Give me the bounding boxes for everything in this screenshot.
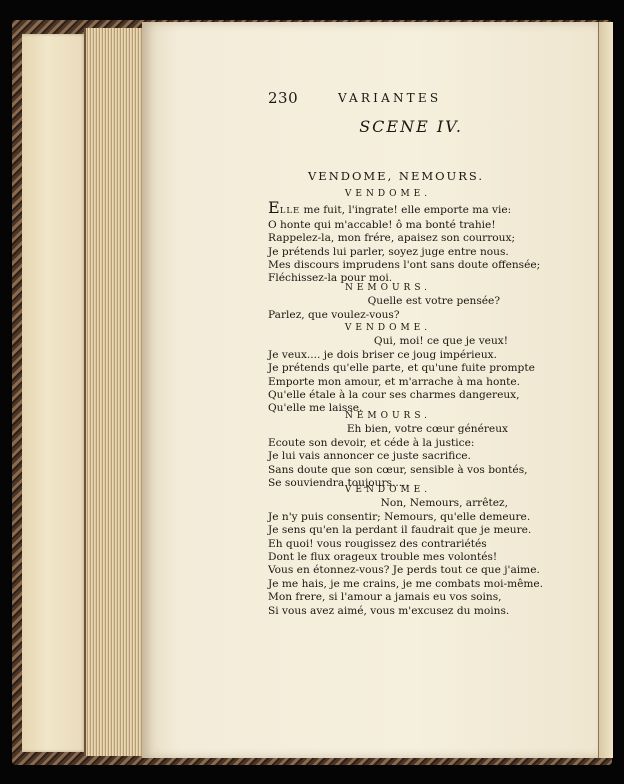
verse-line: Eh quoi! vous rougissez des contrariétés <box>268 537 487 550</box>
page-edges <box>84 28 146 756</box>
verse-line: Eh bien, votre cœur généreux <box>346 423 508 436</box>
book-page <box>142 22 598 758</box>
verse-line: Je me hais, je me crains, je me combats moi-même. <box>268 577 544 590</box>
verse-line: Sans doute que son cœur, sensible à vos bontés, <box>268 463 528 476</box>
speaker-label: VENDOME. <box>344 189 432 199</box>
verse-line: Je lui vais annoncer ce juste sacrifice. <box>268 450 471 463</box>
verse-line: Je n'y puis consentir; Nemours, qu'elle demeure. <box>268 510 531 523</box>
left-endpaper <box>22 34 86 752</box>
verse-line: Mon frere, si l'amour a jamais eu vos soins, <box>268 591 502 604</box>
drop-capital: E <box>268 198 280 218</box>
speech-4 <box>268 410 528 490</box>
scene-title: SCENE IV. <box>359 117 463 136</box>
running-head: VARIANTES <box>338 91 442 105</box>
verse-line: Non, Nemours, arrêtez, <box>380 497 508 510</box>
speech-1 <box>268 188 541 286</box>
verse-line: Qui, moi! ce que je veux! <box>373 335 508 348</box>
verse-line: Quelle est votre pensée? <box>367 295 500 308</box>
speech-2 <box>268 282 508 322</box>
verse-line: Vous en étonnez-vous? Je perds tout ce que j'aime. <box>268 564 540 577</box>
speech-3 <box>268 322 535 416</box>
verse-line: Emporte mon amour, et m'arrache à ma honte. <box>268 375 521 388</box>
next-page-edge <box>598 22 613 758</box>
verse-line-text: me fuit, l'ingrate! elle emporte ma vie: <box>300 204 512 217</box>
verse-line: Fléchissez-la pour moi. <box>268 272 393 285</box>
verse-line: Rappelez-la, mon frére, apaisez son courroux; <box>268 232 516 245</box>
speaker-label: VENDOME. <box>344 485 432 495</box>
verse-line: Je prétends lui parler, soyez juge entre nous. <box>268 245 509 258</box>
page-header <box>268 89 508 108</box>
verse-line <box>268 198 512 218</box>
verse-line: Je veux.... je dois briser ce joug impérieux. <box>268 348 497 361</box>
verse-line: Mes discours imprudens l'ont sans doute offensée; <box>268 259 541 272</box>
verse-line: Si vous avez aimé, vous m'excusez du moins. <box>268 604 510 617</box>
verse-line: Ecoute son devoir, et céde à la justice: <box>268 436 475 449</box>
page-number: 230 <box>268 89 299 107</box>
verse-line: Qu'elle étale à la cour ses charmes dangereux, <box>268 389 520 402</box>
verse-line: Je sens qu'en la perdant il faudrait que je meure. <box>268 524 532 537</box>
speaker-label: NEMOURS. <box>344 283 432 293</box>
verse-line: O honte qui m'accable! ô ma bonté trahie! <box>268 218 496 231</box>
speaker-label: VENDOME. <box>344 323 432 333</box>
scene-characters: VENDOME, NEMOURS. <box>308 169 485 183</box>
verse-line: Se souviendra toujours..... <box>268 477 409 490</box>
verse-line: Dont le flux orageux trouble mes volontés! <box>268 551 498 564</box>
small-caps: LLE <box>279 206 301 217</box>
verse-line: Qu'elle me laisse. <box>268 402 363 415</box>
speaker-label: NEMOURS. <box>344 411 432 421</box>
speech-5 <box>268 484 544 618</box>
verse-line: Parlez, que voulez-vous? <box>268 308 400 321</box>
verse-line: Je prétends qu'elle parte, et qu'une fuite prompte <box>268 362 535 375</box>
